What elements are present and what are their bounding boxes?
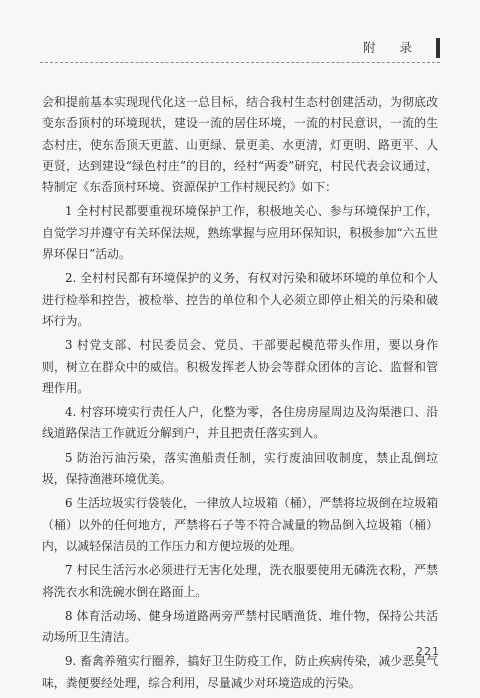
intro-paragraph: 会和提前基本实现现代化这一总目标，结合我村生态村创建活动，为彻底改变东岙顶村的环境现状，建设一流的居住环境，一流的村民意识，一流的生态村庄，使东岙顶天更蓝、山更绿、景更美、水更清，灯更明、路更平、人更贤，达到建设“绿色村庄”的目的，经村“两委”研究，村民代表会议通过，特制定《东岙顶村环境、资源保护工作村规民约》如下：	[42, 95, 438, 195]
rule-item-5: 5 防治污油污染，落实渔船责任制，实行废油回收制度，禁止乱倒垃圾，保持渔港环境优美。	[42, 450, 438, 487]
page-body	[42, 92, 438, 697]
rule-item-2: 2. 全村村民都有环境保护的义务，有权对污染和破坏环境的单位和个人进行检举和控告，被检举、控告的单位和个人必须立即停止相关的污染和破坏行为。	[42, 271, 438, 328]
page-number: 221	[416, 645, 440, 658]
header-bar-mark	[436, 38, 440, 58]
rule-item-9: 9. 畜禽养殖实行圈养，搞好卫生防疫工作，防止疾病传染，减少恶臭气味，粪便要经处理，综合利用，尽量减少对环境造成的污染。	[42, 654, 438, 690]
section-label: 附 录	[363, 40, 422, 55]
rule-item-6: 6 生活垃圾实行袋装化，一律放人垃圾箱（桶），严禁将垃圾倒在垃圾箱（桶）以外的任何地方，严禁将石子等不符合减量的物品倒入垃圾箱（桶）内，以减轻保洁员的工作压力和方便垃圾的处理。	[42, 496, 438, 553]
rule-item-8: 8 体育活动场、健身场道路两旁严禁村民晒渔货、堆什物，保持公共活动场所卫生清洁。	[42, 608, 438, 645]
rule-item-4: 4. 村容环境实行责任人户，化整为零，各住房房屋周边及沟渠港口、沿线道路保洁工作就近分解到户，并且把责任落实到人。	[42, 405, 438, 441]
running-header	[40, 38, 440, 56]
rule-item-7: 7 村民生活污水必须进行无害化处理，洗衣服要使用无磷洗衣粉，严禁将洗衣水和洗碗水倒在路面上。	[42, 563, 438, 599]
header-dashed-rule	[40, 62, 440, 63]
rule-item-1: 1 全村村民都要重视环境保护工作，积极地关心、参与环境保护工作，自觉学习并遵守有关环保法规，熟练掌握与应用环保知识，积极参加“六五世界环保日”活动。	[42, 204, 438, 262]
rule-item-3: 3 村党支部、村民委员会、党员、干部要起模范带头作用，要以身作则，树立在群众中的威信。积极发挥老人协会等群众团体的言论、监督和管理作用。	[42, 338, 438, 395]
